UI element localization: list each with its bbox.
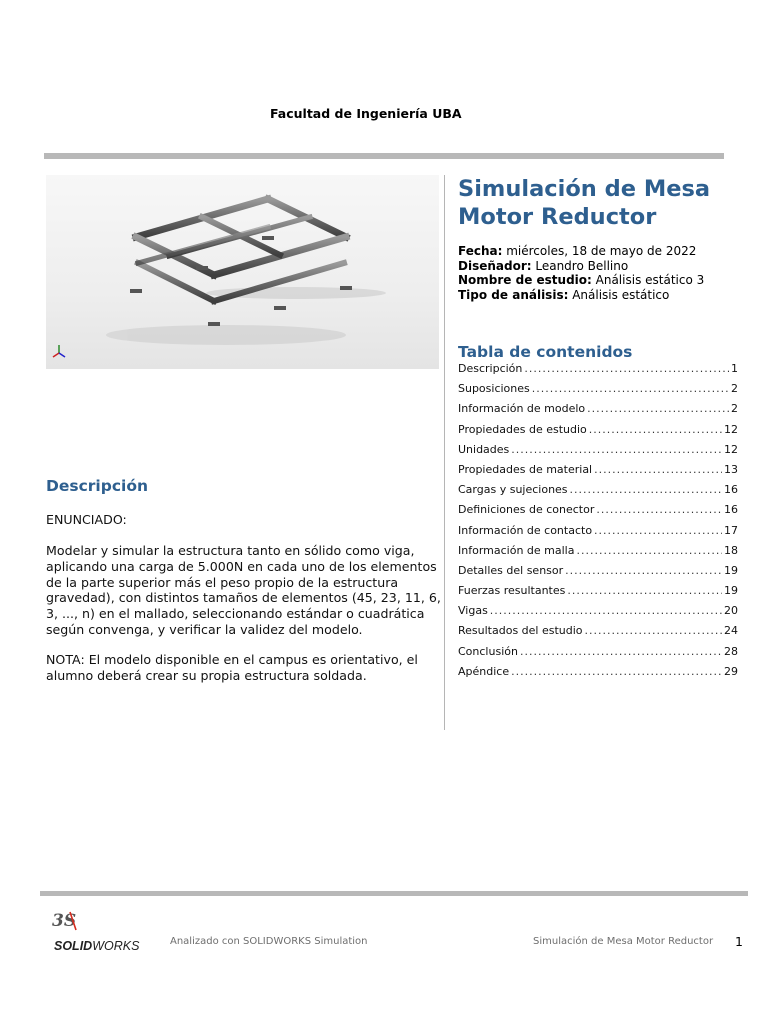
meta-date: Fecha: miércoles, 18 de mayo de 2022: [458, 244, 697, 258]
toc-entry[interactable]: Suposiciones ..... 2: [458, 382, 738, 402]
study-metadata: [458, 244, 704, 302]
note-paragraph: NOTA: El modelo disponible en el campus es orientativo, el alumno deberá crear su propia estructura soldada.: [46, 652, 418, 683]
toc-entry[interactable]: Propiedades de estudio ..... 12: [458, 423, 738, 443]
toc-entry[interactable]: Apéndice ..... 29: [458, 665, 738, 685]
toc-entry[interactable]: Resultados del estudio ..... 24: [458, 624, 738, 644]
svg-text:SOLIDWORKS: SOLIDWORKS: [54, 939, 140, 953]
toc-entry[interactable]: Descripción ..... 1: [458, 362, 738, 382]
toc-entry[interactable]: Vigas ..... 20: [458, 604, 738, 624]
table-frame: [136, 199, 346, 323]
toc-title: Tabla de contenidos: [458, 343, 633, 361]
header-rule: [44, 153, 724, 159]
toc-entry[interactable]: Detalles del sensor ..... 19: [458, 564, 738, 584]
column-divider: [444, 175, 445, 730]
svg-text:3S: 3S: [52, 911, 77, 931]
enunciado-label: ENUNCIADO:: [46, 512, 127, 527]
footer-rule: [40, 891, 748, 896]
model-preview-image: [46, 175, 439, 369]
toc-entry[interactable]: Información de modelo ..... 2: [458, 402, 738, 422]
toc-entry[interactable]: Fuerzas resultantes ..... 19: [458, 584, 738, 604]
axis-triad-icon: [53, 345, 65, 357]
document-title-line2: Motor Reductor: [458, 204, 657, 230]
header-organization: Facultad de Ingeniería UBA: [270, 106, 462, 121]
footer-document-name: Simulación de Mesa Motor Reductor: [533, 936, 714, 947]
toc-entry[interactable]: Unidades ..... 12: [458, 443, 738, 463]
page-number: 1: [735, 934, 743, 949]
meta-analysis-type: Tipo de análisis: Análisis estático: [458, 287, 670, 302]
meta-study-name: Nombre de estudio: Análisis estático 3: [458, 273, 705, 287]
solidworks-logo: [50, 908, 160, 954]
frame-shadow: [106, 287, 386, 345]
footer-analyzed-with: Analizado con SOLIDWORKS Simulation: [170, 936, 368, 947]
description-heading: Descripción: [46, 477, 149, 495]
toc-entry[interactable]: Definiciones de conector ..... 16: [458, 503, 738, 523]
toc-entry[interactable]: Información de contacto ..... 17: [458, 524, 738, 544]
document-title: [458, 175, 758, 231]
toc-entry[interactable]: Información de malla ..... 18: [458, 544, 738, 564]
meta-designer: Diseñador: Leandro Bellino: [458, 258, 629, 273]
toc-entry[interactable]: Propiedades de material ..... 13: [458, 463, 738, 483]
toc-entry[interactable]: Conclusión ..... 28: [458, 645, 738, 665]
table-of-contents: [458, 362, 738, 685]
description-paragraph: Modelar y simular la estructura tanto en sólido como viga, aplicando una carga de 5.000N en cada uno de los elementos de la parte superior más el peso propio de la estructura gravedad), con distintos tamaños de elementos (45, 23, 11, 6, 3, ..., n) en el mallado, seleccionando estándar o cuadrática según convenga, y verificar la validez del modelo.: [46, 543, 441, 637]
document-title-line1: Simulación de Mesa: [458, 176, 711, 202]
toc-entry[interactable]: Cargas y sujeciones ..... 16: [458, 483, 738, 503]
